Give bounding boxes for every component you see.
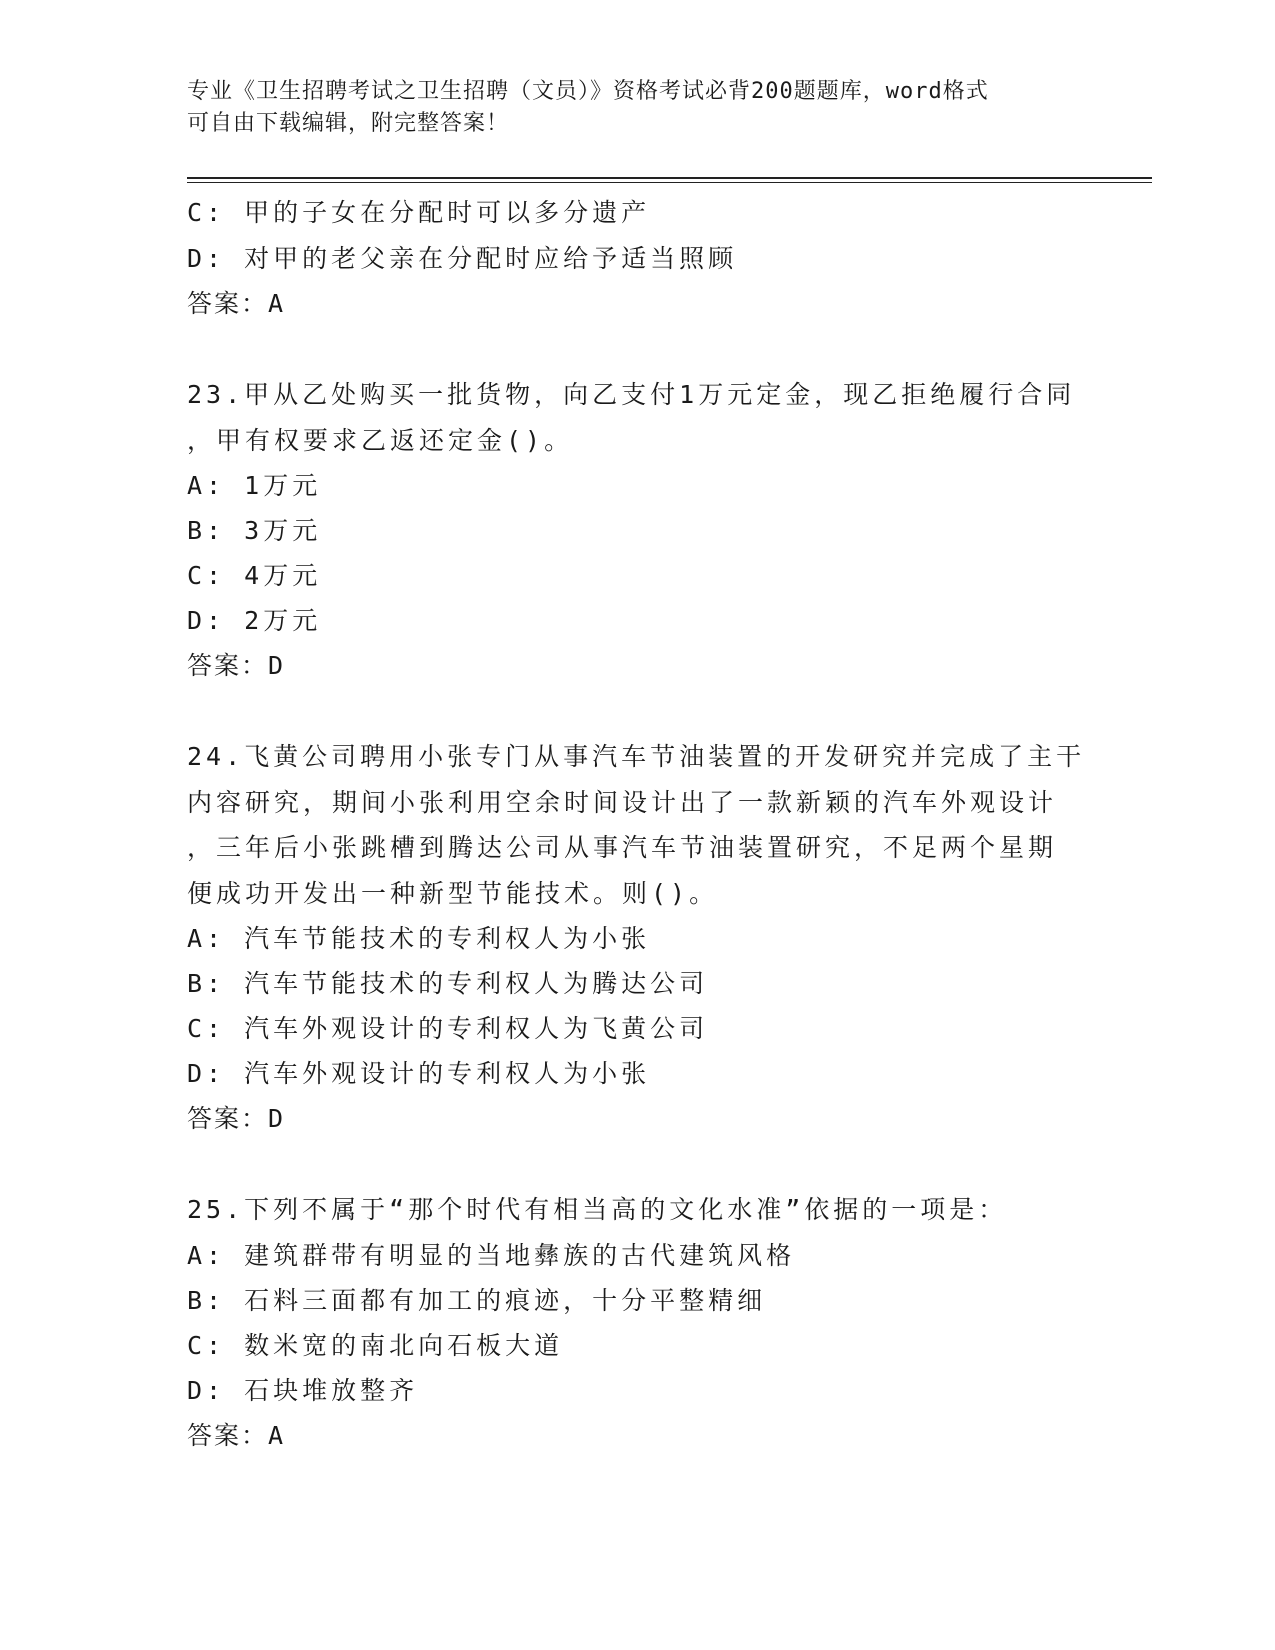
answer-label: 答案：D (187, 651, 286, 680)
spacer (187, 689, 1087, 735)
option-a: A: 汽车节能技术的专利权人为小张 (187, 924, 651, 953)
document-header (187, 76, 1067, 140)
option-a: A: 建筑群带有明显的当地彝族的古代建筑风格 (187, 1240, 796, 1270)
option-a: A: 1万元 (187, 471, 322, 500)
option-b: B: 3万元 (187, 516, 322, 545)
question-stem-line: ，甲有权要求乙返还定金()。 (187, 425, 574, 455)
question-23 (187, 372, 1087, 689)
option-c: C: 汽车外观设计的专利权人为飞黄公司 (187, 1014, 709, 1043)
question-stem-line: 内容研究，期间小张利用空余时间设计出了一款新颖的汽车外观设计 (187, 787, 1058, 817)
option-c: C: 数米宽的南北向石板大道 (187, 1330, 564, 1360)
header-line-2: 可自由下载编辑，附完整答案！ (187, 111, 510, 136)
answer-label: 答案：A (187, 289, 286, 318)
spacer (187, 327, 1087, 373)
option-d: D: 2万元 (187, 606, 322, 635)
question-stem-line: 便成功开发出一种新型节能技术。则()。 (187, 878, 719, 908)
option-d: D: 对甲的老父亲在分配时应给予适当照顾 (187, 243, 738, 273)
answer-label: 答案：A (187, 1420, 286, 1450)
header-divider (187, 177, 1152, 179)
question-stem-line: 23.甲从乙处购买一批货物，向乙支付1万元定金，现乙拒绝履行合同 (187, 380, 1076, 409)
spacer (187, 1142, 1087, 1188)
option-d: D: 汽车外观设计的专利权人为小张 (187, 1059, 651, 1088)
document-body (187, 190, 1087, 1458)
option-b: B: 石料三面都有加工的痕迹，十分平整精细 (187, 1285, 767, 1315)
option-d: D: 石块堆放整齐 (187, 1375, 419, 1405)
option-c: C: 甲的子女在分配时可以多分遗产 (187, 198, 651, 227)
answer-label: 答案：D (187, 1104, 286, 1133)
question-24 (187, 734, 1087, 1142)
question-22-continued (187, 190, 1087, 327)
question-stem-line: 25.下列不属于“那个时代有相当高的文化水准”依据的一项是： (187, 1195, 1008, 1224)
question-25 (187, 1187, 1087, 1458)
header-divider-thin (187, 182, 1152, 183)
option-b: B: 汽车节能技术的专利权人为腾达公司 (187, 969, 709, 998)
header-line-1: 专业《卫生招聘考试之卫生招聘（文员）》资格考试必背200题题库，word格式 (187, 79, 989, 104)
question-stem-line: ，三年后小张跳槽到腾达公司从事汽车节油装置研究，不足两个星期 (187, 833, 1058, 862)
option-c: C: 4万元 (187, 561, 322, 590)
question-stem-line: 24.飞黄公司聘用小张专门从事汽车节油装置的开发研究并完成了主干 (187, 742, 1086, 771)
